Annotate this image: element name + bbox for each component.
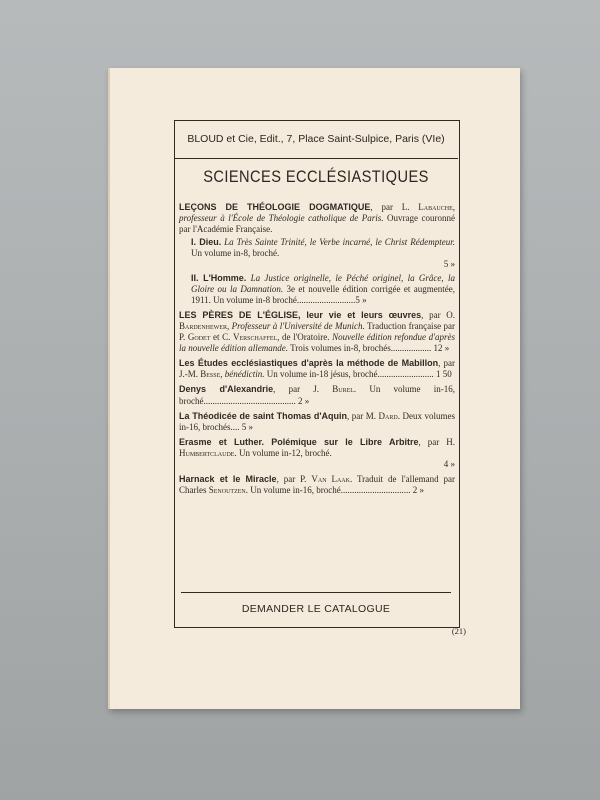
list-subitem: I. Dieu. La Très Sainte Trinité, le Verbe incarné, le Christ Rédempteur. Un volume in-8, broché. 5 » xyxy=(191,237,455,270)
list-item: Harnack et le Miracle, par P. Van Laak. Traduit de l'allemand par Charles Senoutzen. Un volume in-16, broché............................... 2 » xyxy=(179,474,456,496)
price: 4 » xyxy=(443,458,455,469)
list-item: La Théodicée de saint Thomas d'Aquin, par M. Dard. Deux volumes in-16, brochés.... 5 » xyxy=(179,410,455,432)
publisher-line: BLOUD et Cie, Edit., 7, Place Saint-Sulpice, Paris (VIe) xyxy=(174,120,458,159)
catalogue-list xyxy=(179,202,455,500)
page-number: (21) xyxy=(451,626,466,636)
price: 2 » xyxy=(412,485,424,496)
price: 12 » xyxy=(433,343,450,354)
catalogue-request: DEMANDER LE CATALOGUE xyxy=(241,603,391,615)
page-title: SCIENCES ECCLÉSIASTIQUES xyxy=(203,167,429,186)
price: 2 » xyxy=(298,395,310,406)
list-item: Denys d'Alexandrie, par J. Burel. Un volume in-16, broché......................................... 2 » xyxy=(179,384,456,406)
list-item: LES PÈRES DE L'ÉGLISE, leur vie et leurs œuvres, par O. Bardenhewer, Professeur à l'Université de Munich. Traduction française par P. Godet et C. Verschaffel, de l'Oratoire. Nouvelle édition refondue d'après la nouvelle édition allemande. Trois volumes in-8, brochés.................. 12 » xyxy=(179,309,455,354)
list-item: Les Études ecclésiastiques d'après la méthode de Mabillon, par J.-M. Besse, bénédictin. Un volume in-18 jésus, broché......................... 1 50 xyxy=(179,358,455,380)
list-item: Erasme et Luther. Polémique sur le Libre Arbitre, par H. Humbertclaude. Un volume in-12, broché. 4 » xyxy=(179,436,455,469)
list-subitem: II. L'Homme. La Justice originelle, le Péché originel, la Grâce, la Gloire ou la Damnation. 3e et nouvelle édition corrigée et augmentée, 1911. Un volume in-8 broché..........................5 » xyxy=(191,272,455,305)
price: 1 50 xyxy=(436,369,452,380)
price: 5 » xyxy=(241,421,253,432)
price: 5 » xyxy=(355,294,367,305)
list-item: LEÇONS DE THÉOLOGIE DOGMATIQUE, par L. Labauche, professeur à l'École de Théologie catholique de Paris. Ouvrage couronné par l'Académie Française. I. Dieu. La Très Sainte Trinité, le Verbe incarné, le Christ Rédempteur. Un volume in-8, broché. 5 » II. L'Homme. La Justice originelle, le Péché originel, la Grâce, la Gloire ou la Damnation. 3e et nouvelle édition corrigée et augmentée, 1911. Un volume in-8 broché..........................5 » xyxy=(179,202,455,305)
divider xyxy=(181,592,451,593)
price: 5 » xyxy=(443,259,455,270)
